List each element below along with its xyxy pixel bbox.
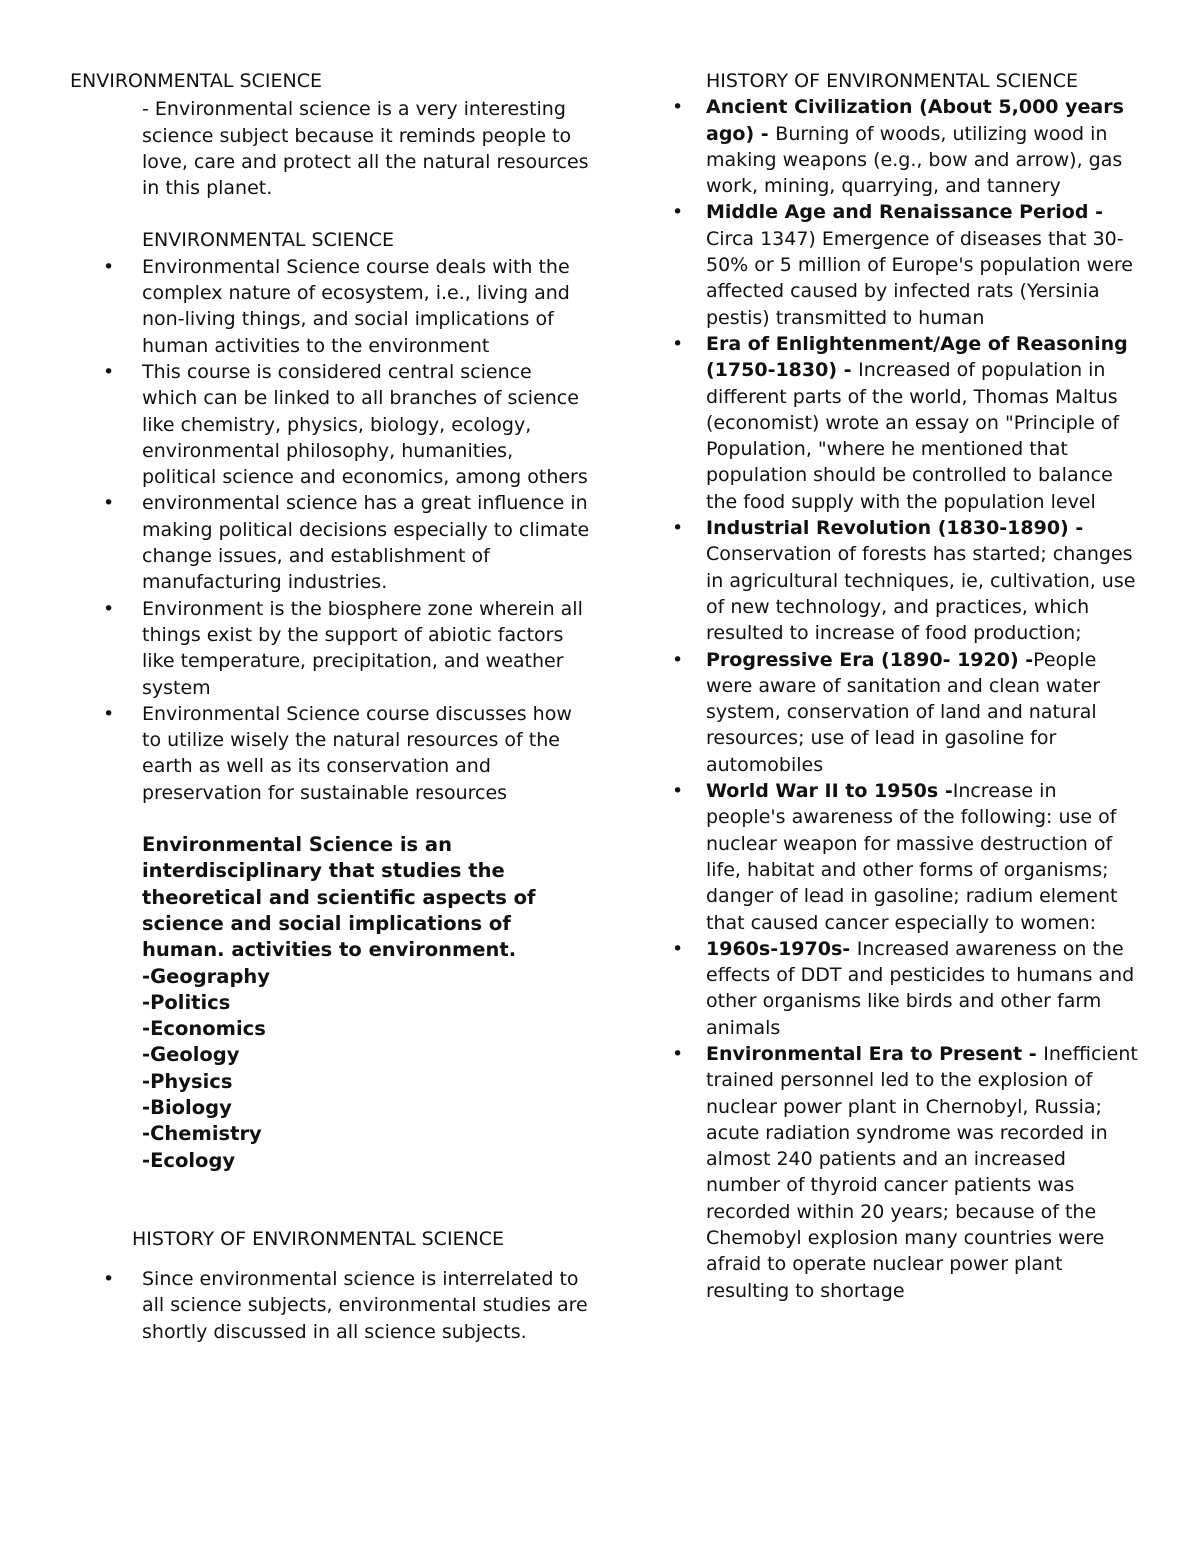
list-item (669, 647, 1139, 778)
subject-item: -Physics (142, 1069, 233, 1093)
list-item (669, 515, 1139, 646)
era-title: 1960s-1970s- (706, 937, 857, 960)
intro-paragraph: - Environmental science is a very interesting science subject because it reminds people to love, care and protect all the natural resources in this planet. (142, 98, 589, 200)
era-title: Progressive Era (1890- 1920) - (706, 648, 1034, 671)
list-item: • Since environmental science is interrelated to all science subjects, environmental studies are shortly discussed in all science subjects. (70, 1266, 590, 1345)
interdisciplinary-statement: Environmental Science is an interdisciplinary that studies the theoretical and scientific aspects of science and social implications of human. activities to environment. (142, 833, 536, 962)
era-description: Conservation of forests has started; changes in agricultural techniques, ie, cultivation, use of new technology, and practices, which resulted to increase of food production; (706, 543, 1136, 645)
subject-item: -Chemistry (142, 1122, 262, 1146)
era-description: Increased awareness on the effects of DDT and pesticides to humans and other organisms like birds and other farm animals (706, 937, 1135, 1039)
subject-item: -Politics (142, 990, 231, 1014)
list-item (669, 199, 1139, 330)
list-item (669, 94, 1139, 199)
list-item: • Environment is the biosphere zone wherein all things exist by the support of abiotic factors like temperature, precipitation, and weather system (70, 596, 590, 701)
subject-list (70, 964, 590, 1174)
list-item (669, 778, 1139, 936)
era-description: People were aware of sanitation and clean water system, conservation of land and natural resources; use of lead in gasoline for automobiles (706, 648, 1101, 776)
list-item: • environmental science has a great influence in making political decisions especially to climate change issues, and establishment of manufacturing industries. (70, 490, 590, 595)
era-title: Ancient Civilization (About 5,000 years ago) - (706, 96, 1124, 145)
list-item (669, 331, 1139, 515)
environmental-science-bullet-list (70, 254, 590, 806)
subject-item: -Economics (142, 1017, 266, 1041)
subject-item: -Geology (142, 1043, 240, 1067)
section-heading-environmental-science-2: ENVIRONMENTAL SCIENCE (142, 229, 394, 252)
list-item: • Environmental Science course discusses how to utilize wisely the natural resources of the earth as well as its conservation and preservation for sustainable resources (70, 701, 590, 806)
list-item (669, 936, 1139, 1041)
list-item: • Environmental Science course deals with the complex nature of ecosystem, i.e., living and non-living things, and social implications of human activities to the environment (70, 254, 590, 359)
subject-item: -Ecology (142, 1148, 236, 1172)
era-title: Middle Age and Renaissance Period - (706, 201, 1103, 224)
list-item: • This course is considered central science which can be linked to all branches of science like chemistry, physics, biology, ecology, environmental philosophy, humanities, political science and economics, among others (70, 359, 590, 490)
era-title: Environmental Era to Present - (706, 1042, 1044, 1065)
era-title: Industrial Revolution (1830-1890) - (706, 517, 1084, 540)
era-description: Increase in people's awareness of the following: use of nuclear weapon for massive destruction of life, habitat and other forms of organisms; danger of lead in gasoline; radium element that caused cancer especially to women: (706, 780, 1118, 934)
section-heading-history: HISTORY OF ENVIRONMENTAL SCIENCE (132, 1227, 505, 1250)
history-bullet-list (70, 1266, 590, 1345)
list-item (669, 1041, 1139, 1304)
era-description: Increased of population in different parts of the world, Thomas Maltus (economist) wrote an essay on "Principle of Population, "where he mentioned that population should be controlled to balance the food supply with the population level (706, 359, 1120, 513)
section-heading-environmental-science: ENVIRONMENTAL SCIENCE (70, 70, 322, 92)
section-heading-history-right: HISTORY OF ENVIRONMENTAL SCIENCE (706, 70, 1079, 92)
era-title: Era of Enlightenment/Age of Reasoning (1750-1830) - (706, 332, 1128, 382)
subject-item: -Geography (142, 964, 271, 988)
era-description: Burning of woods, utilizing wood in making weapons (e.g., bow and arrow), gas work, mining, quarrying, and tannery (706, 122, 1123, 198)
history-era-list (669, 94, 1139, 1304)
subject-item: -Biology (142, 1095, 232, 1119)
right-column (669, 68, 1139, 1304)
era-description: Circa 1347) Emergence of diseases that 30-50% or 5 million of Europe's population were affected caused by infected rats (Yersinia pestis) transmitted to human (706, 227, 1133, 329)
era-description: Inefficient trained personnel led to the explosion of nuclear power plant in Chernobyl, Russia; acute radiation syndrome was recorded in almost 240 patients and an increased number of thyroid cancer patients was recorded within 20 years; because of the Chemobyl explosion many countries were afraid to operate nuclear power plant resulting to shortage (706, 1042, 1138, 1302)
left-column (70, 68, 590, 1345)
era-title: World War II to 1950s - (706, 780, 953, 803)
